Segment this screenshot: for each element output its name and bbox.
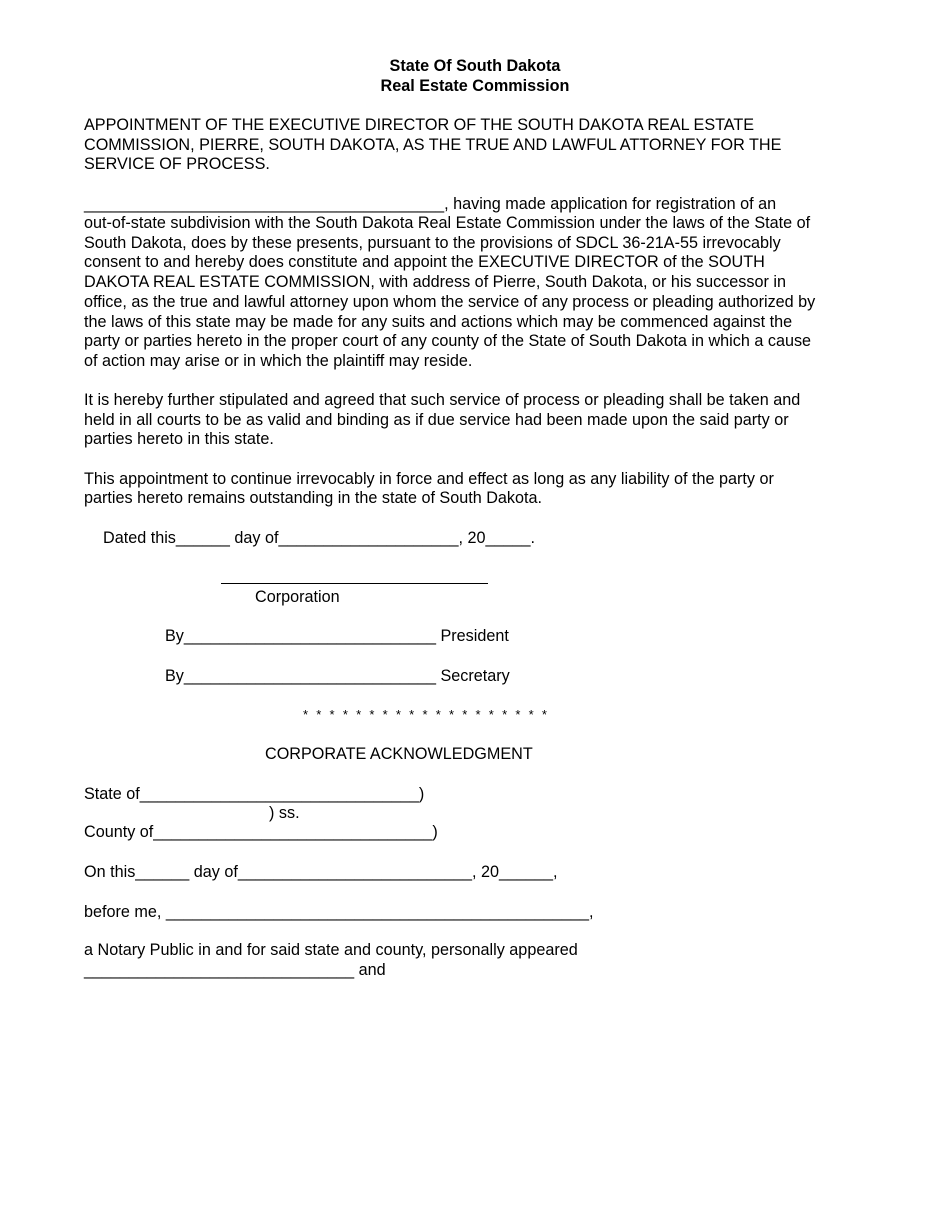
paragraph-line: ________________________________________, having made application for registration of an	[84, 195, 777, 213]
corporation-label: Corporation	[255, 588, 340, 606]
county-of-line: County of_______________________________)	[84, 823, 438, 841]
acknowledgment-title: CORPORATE ACKNOWLEDGMENT	[265, 745, 533, 763]
title-line: COMMISSION, PIERRE, SOUTH DAKOTA, AS THE TRUE AND LAWFUL ATTORNEY FOR THE	[84, 136, 782, 154]
section-divider: * * * * * * * * * * * * * * * * * * *	[303, 707, 550, 722]
paragraph-line: office, as the true and lawful attorney upon whom the service of any process or pleading authorized by	[84, 293, 816, 311]
title-line: SERVICE OF PROCESS.	[84, 155, 270, 173]
notary-line: a Notary Public in and for said state and county, personally appeared	[84, 941, 578, 959]
paragraph-line: out-of-state subdivision with the South Dakota Real Estate Commission under the laws of the State of	[84, 214, 811, 232]
on-this-line: On this______ day of__________________________, 20______,	[84, 863, 558, 881]
paragraph-line: It is hereby further stipulated and agreed that such service of process or pleading shall be taken and	[84, 391, 801, 409]
corporation-signature-line	[221, 583, 488, 584]
before-me-line: before me, _______________________________________________,	[84, 903, 594, 921]
title-line: APPOINTMENT OF THE EXECUTIVE DIRECTOR OF THE SOUTH DAKOTA REAL ESTATE	[84, 116, 755, 134]
paragraph-line: party or parties hereto in the proper court of any county of the State of South Dakota in which a cause	[84, 332, 812, 350]
paragraph-line: parties hereto remains outstanding in the state of South Dakota.	[84, 489, 543, 507]
paragraph-line: the laws of this state may be made for any suits and actions which may be commenced against the	[84, 313, 793, 331]
president-signature-line: By____________________________ President	[165, 627, 509, 645]
dated-line: Dated this______ day of____________________, 20_____.	[103, 529, 536, 547]
paragraph-line: South Dakota, does by these presents, pursuant to the provisions of SDCL 36-21A-55 irrevocably	[84, 234, 781, 252]
paragraph-line: parties hereto in this state.	[84, 430, 274, 448]
paragraph-line: held in all courts to be as valid and binding as if due service had been made upon the said party or	[84, 411, 789, 429]
appeared-line: ______________________________ and	[84, 961, 386, 979]
state-of-line: State of_______________________________)	[84, 785, 425, 803]
state-heading: State Of South Dakota	[389, 57, 561, 75]
paragraph-line: consent to and hereby does constitute and appoint the EXECUTIVE DIRECTOR of the SOUTH	[84, 253, 765, 271]
paragraph-line: DAKOTA REAL ESTATE COMMISSION, with address of Pierre, South Dakota, or his successor in	[84, 273, 786, 291]
paragraph-line: of action may arise or in which the plaintiff may reside.	[84, 352, 473, 370]
commission-heading: Real Estate Commission	[380, 77, 570, 95]
ss-line: ) ss.	[269, 804, 300, 822]
secretary-signature-line: By____________________________ Secretary	[165, 667, 510, 685]
paragraph-line: This appointment to continue irrevocably in force and effect as long as any liability of the party or	[84, 470, 774, 488]
